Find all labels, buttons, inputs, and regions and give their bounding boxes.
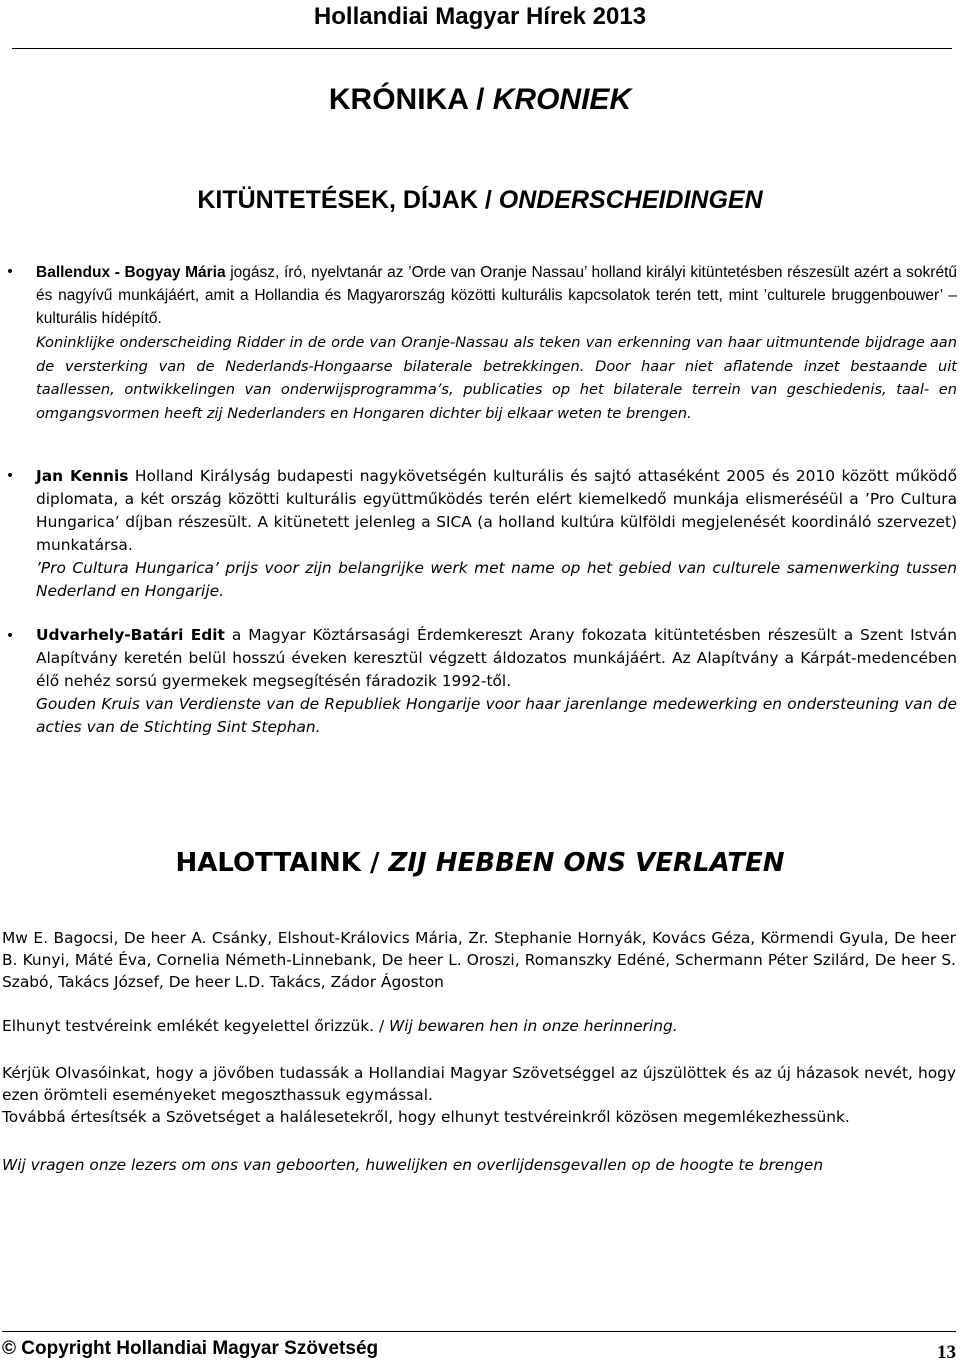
award-entry-udvarhely [36,624,957,739]
reader-request-nl: Wij vragen onze lezers om ons van geboorten, huwelijken en overlijdensgevallen op de hoogte te brengen [2,1156,824,1174]
memorial-hu: Elhunyt testvéreink emlékét kegyelettel őrizzük. / [2,1017,390,1035]
page-header-title: Hollandiai Magyar Hírek 2013 [313,3,647,30]
bullet-icon: • [5,264,15,280]
heading-hu: KITÜNTETÉSEK, DÍJAK / [197,186,499,214]
entry-text-hu [36,465,957,557]
memorial-nl: Wij bewaren hen in onze herinnering. [389,1017,678,1035]
request-deaths: Továbbá értesítsék a Szövetséget a halálesetekről, hogy elhunyt testvéreinkről közösen megemlékezhessünk. [2,1108,850,1126]
heading-nl: ONDERSCHEIDINGEN [498,186,763,214]
awardee-name: Jan Kennis [36,467,129,485]
bullet-icon: • [5,628,15,644]
deceased-names-list: Mw E. Bagocsi, De heer A. Csánky, Elshout-Královics Mária, Zr. Stephanie Hornyák, Kovács Géza, Körmendi Gyula, De heer B. Kunyi, Máté Éva, Cornelia Németh-Linnebank, De heer L. Oroszi, Romanszky Edéné, Schermann Péter Szilárd, De heer S. Szabó, Takács József, De heer L.D. Takács, Zádor Ágoston [2,929,956,991]
awardee-name: Ballendux - Bogyay Mária [36,264,226,281]
heading-hu: KRÓNIKA / [328,83,493,116]
bullet-icon: • [5,468,15,484]
heading-hu: HALOTTAINK / [175,848,389,878]
award-entry-kennis [36,465,957,603]
page-number: 13 [937,1342,956,1363]
entry-description-nl: Koninklijke onderscheiding Ridder in de orde van Oranje-Nassau als teken van erkenning van haar uitmuntende bijdrage aan de versterking van de Nederlands-Hongaarse bilaterale betrekkingen. Door haar niet aflatende inzet bestaande uit taallessen, ontwikkelingen van onderwijsprogramma’s, publicaties op het bilaterale terrein van geschiedenis, taal- en omgangsvormen heeft zij Nederlanders en Hongaren dichter bij elkaar weten te brengen. [36,334,957,422]
request-births-marriages: Kérjük Olvasóinkat, hogy a jövőben tudassák a Hollandiai Magyar Szövetséggel az újszülöttek és az új házasok nevét, hogy ezen örömteli eseményeket megoszthassuk egymással. [2,1064,956,1104]
section-heading-kronika [0,83,960,117]
entry-description-nl: ’Pro Cultura Hungarica’ prijs voor zijn belangrijke werk met name op het gebied van culturele samenwerking tussen Nederland en Hongarije. [36,559,957,600]
heading-nl: KRONIEK [492,83,632,116]
memorial-line [2,1015,956,1037]
footer-divider [2,1331,956,1332]
entry-description-hu: Holland Királyság budapesti nagykövetségén kulturális és sajtó attaséként 2005 és 2010 között működő diplomata, a két ország közötti kulturális együttműködés terén elért kiemelkedő munkája elismeréséül a ’Pro Cultura Hungarica’ díjban részesült. A kitünetett jelenleg a SICA (a holland kultúra külföldi megjelenését koordináló szervezet) munkatársa. [36,467,957,554]
awardee-name: Udvarhely-Batári Edit [36,626,225,644]
copyright-text: © Copyright Hollandiai Magyar Szövetség [2,1338,379,1359]
header-divider [12,48,952,49]
section-heading-kituntetesek [0,186,960,215]
entry-description-hu: a Magyar Köztársasági Érdemkereszt Arany fokozata kitüntetésben részesült a Szent István Alapítvány keretén belül hosszú éveken keresztül végzett áldozatos munkájáért. Az Alapítvány a Kárpát-medencében élő nehéz sorsú gyermekek megsegítésén fáradozik 1992-től. [36,626,957,690]
section-heading-halottaink [0,848,960,878]
page-footer [2,1338,956,1363]
heading-nl: ZIJ HEBBEN ONS VERLATEN [388,848,785,878]
entry-description-hu: jogász, író, nyelvtanár az ’Orde van Oranje Nassau’ holland királyi kitüntetésben részesült azért a sokrétű és nagyívű munkájáért, amit a Hollandia és Magyarország közötti kulturális kapcsolatok terén tett, mint ’culturele bruggenbouwer’ – kulturális hídépítő. [36,264,958,327]
award-entry-ballendux [36,261,957,425]
entry-description-nl: Gouden Kruis van Verdienste van de Republiek Hongarije voor haar jarenlange medewerking en ondersteuning van de acties van de Stichting Sint Stephan. [36,695,957,736]
reader-request-hu [2,1062,956,1128]
entry-text-hu [36,624,957,693]
entry-text-hu [36,261,957,330]
